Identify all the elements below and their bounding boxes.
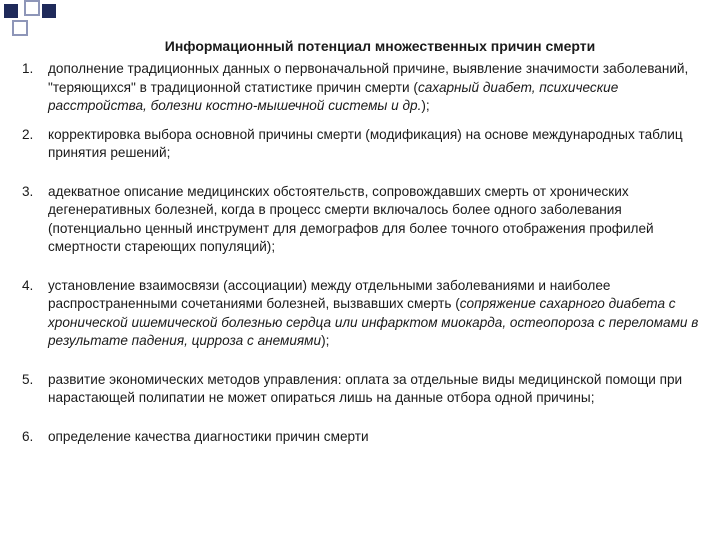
item-number: 3. xyxy=(22,183,34,199)
item-number: 4. xyxy=(22,277,34,293)
page-title: Информационный потенциал множественных причин смерти xyxy=(164,38,596,54)
list-item xyxy=(22,60,716,116)
item-number: 5. xyxy=(22,371,34,387)
decoration-square xyxy=(42,4,56,18)
item-text-end: ); xyxy=(421,98,430,113)
item-text: дополнение традиционных данных о первоначальной причине, выявление значимости заболеваний, "теряющихся" в традиционной статистике причин смерти ( xyxy=(48,61,689,95)
list-item xyxy=(22,126,716,163)
item-text: адекватное описание медицинских обстоятельств, сопровождавших смерть от хронических дегенеративных болезней, когда в процесс смерти включалось более одного заболевания (потенциально ценный инструмент для демографов для более точного отображения профилей смертности стареющих популяций); xyxy=(48,183,654,254)
item-number: 6. xyxy=(22,428,34,444)
decoration-square xyxy=(24,0,40,16)
item-text: развитие экономических методов управления: оплата за отдельные виды медицинской помощи при нарастающей полипатии не может опираться лишь на данные отбора одной причины; xyxy=(48,371,683,405)
item-text-end: ); xyxy=(321,333,330,348)
item-italic-text: сахарный диабет, психические расстройства, болезни костно-мышечной системы и др. xyxy=(48,79,619,113)
list-item xyxy=(22,428,716,447)
item-text: установление взаимосвязи (ассоциации) между отдельными заболеваниями и наиболее распространенными сочетаниями болезней, вызвавших смерть ( xyxy=(48,277,611,311)
item-number: 2. xyxy=(22,126,34,142)
item-text: определение качества диагностики причин смерти xyxy=(48,428,369,444)
corner-decoration xyxy=(0,0,60,40)
causes-list xyxy=(22,60,716,446)
list-item xyxy=(22,371,716,408)
decoration-square xyxy=(12,20,28,36)
item-italic-text: сопряжение сахарного диабета с хронической ишемической болезнью сердца или инфарктом миокарда, остеопороза с переломами в результате падения, цирроза с анемиями xyxy=(48,296,699,348)
list-item xyxy=(22,183,716,257)
item-text: корректировка выбора основной причины смерти (модификация) на основе международных таблиц принятия решений; xyxy=(48,126,683,160)
decoration-square xyxy=(4,4,18,18)
list-item xyxy=(22,277,716,351)
item-number: 1. xyxy=(22,61,34,76)
